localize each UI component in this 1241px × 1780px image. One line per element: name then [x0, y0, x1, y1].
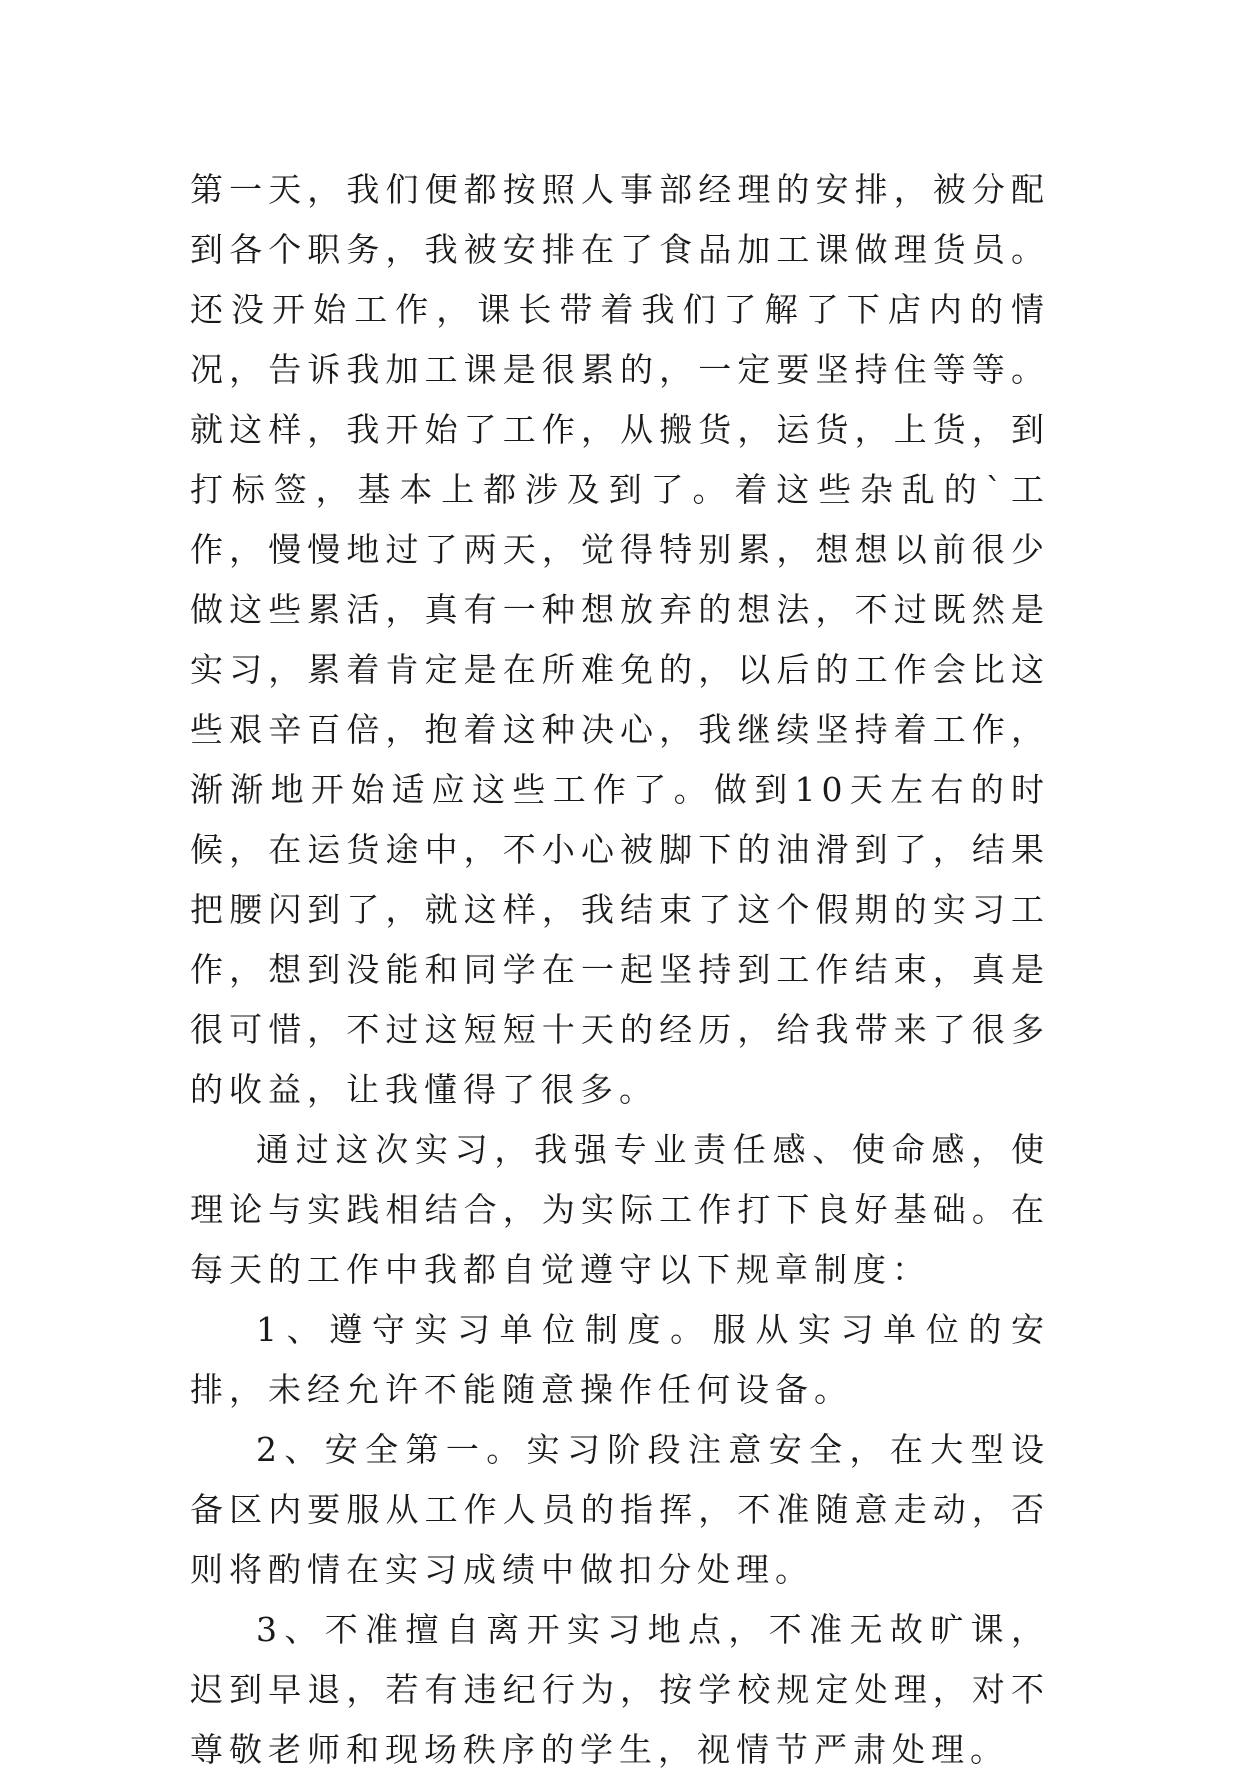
- paragraph-2: 通过这次实习，我强专业责任感、使命感，使理论与实践相结合，为实际工作打下良好基础。在每天的工作中我都自觉遵守以下规章制度：: [190, 1130, 1050, 1289]
- document-body: [190, 160, 1050, 1780]
- paragraph-rule-1: 1、遵守实习单位制度。服从实习单位的安排，未经允许不能随意操作任何设备。: [190, 1310, 1050, 1409]
- paragraph-rule-3: 3、不准擅自离开实习地点，不准无故旷课，迟到早退，若有违纪行为，按学校规定处理，对不尊敬老师和现场秩序的学生，视情节严肃处理。: [190, 1610, 1050, 1769]
- paragraph-rule-2: 2、安全第一。实习阶段注意安全，在大型设备区内要服从工作人员的指挥，不准随意走动，否则将酌情在实习成绩中做扣分处理。: [190, 1430, 1050, 1589]
- paragraph-1: 第一天，我们便都按照人事部经理的安排，被分配到各个职务，我被安排在了食品加工课做理货员。还没开始工作，课长带着我们了解了下店内的情况，告诉我加工课是很累的，一定要坚持住等等。就这样，我开始了工作，从搬货，运货，上货，到打标签，基本上都涉及到了。着这些杂乱的`工作，慢慢地过了两天，觉得特别累，想想以前很少做这些累活，真有一种想放弃的想法，不过既然是实习，累着肯定是在所难免的，以后的工作会比这些艰辛百倍，抱着这种决心，我继续坚持着工作，渐渐地开始适应这些工作了。做到10天左右的时候，在运货途中，不小心被脚下的油滑到了，结果把腰闪到了，就这样，我结束了这个假期的实习工作，想到没能和同学在一起坚持到工作结束，真是很可惜，不过这短短十天的经历，给我带来了很多的收益，让我懂得了很多。: [190, 170, 1050, 1109]
